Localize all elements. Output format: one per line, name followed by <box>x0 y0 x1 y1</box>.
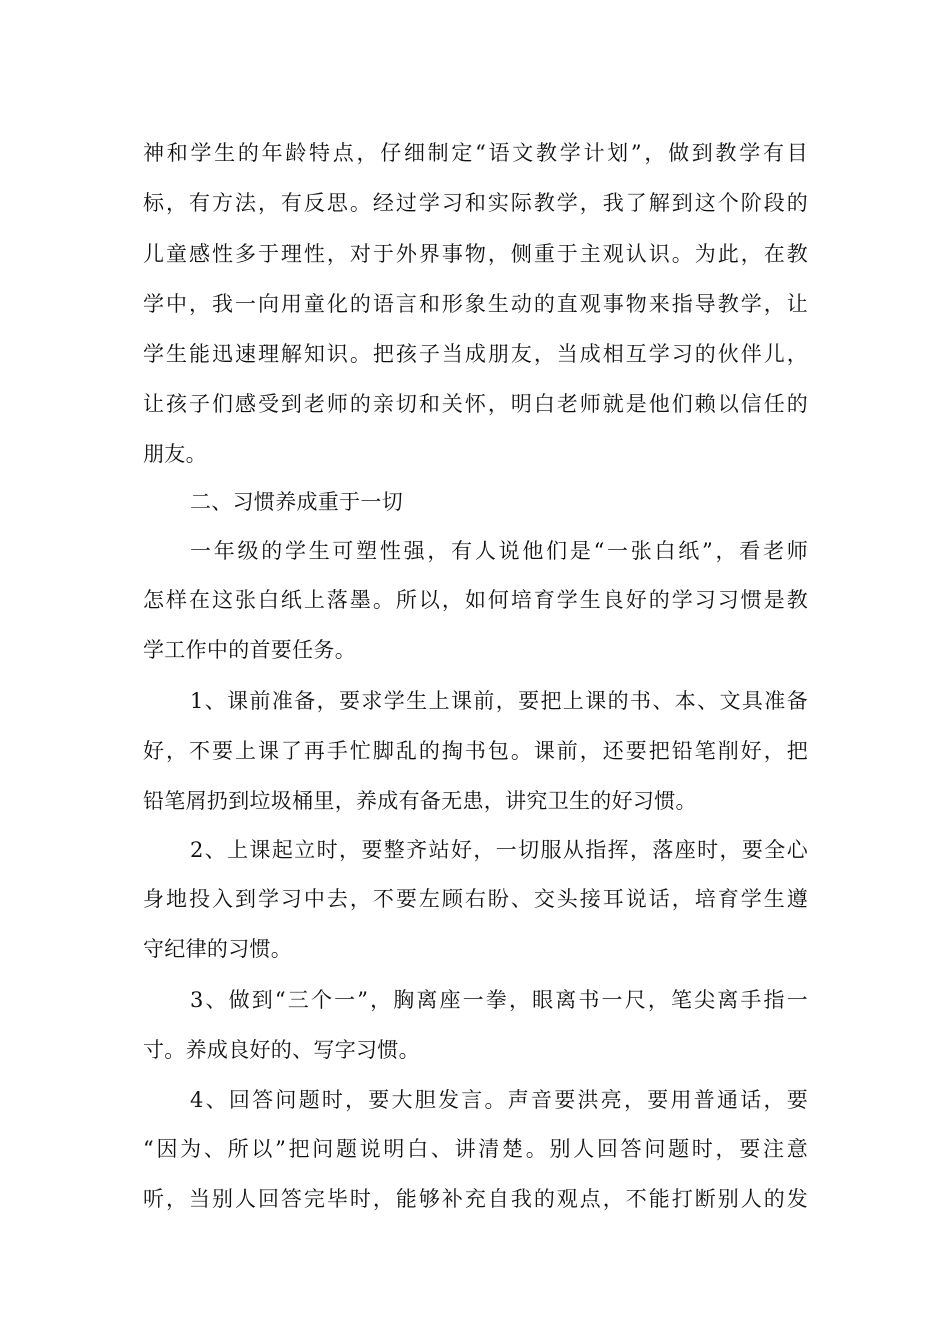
text-line: 儿童感性多于理性，对于外界事物，侧重于主观认识。为此，在教 <box>143 242 808 266</box>
text-line: 身地投入到学习中去，不要左顾右盼、交头接耳说话，培育学生遵 <box>143 887 808 911</box>
text-line: 听，当别人回答完毕时，能够补充自我的观点，不能打断别人的发 <box>143 1187 808 1211</box>
section-heading: 二、习惯养成重于一切 <box>190 490 403 514</box>
text-line: 3、做到“三个一”，胸离座一拳，眼离书一尺，笔尖离手指一 <box>190 988 808 1012</box>
text-line: 寸。养成良好的、写字习惯。 <box>143 1038 420 1062</box>
text-line: 好，不要上课了再手忙脚乱的掏书包。课前，还要把铅笔削好，把 <box>143 739 808 763</box>
text-line: 标，有方法，有反思。经过学习和实际教学，我了解到这个阶段的 <box>143 191 808 215</box>
text-line: 4、回答问题时，要大胆发言。声音要洪亮，要用普通话，要 <box>190 1088 808 1112</box>
text-line: 神和学生的年龄特点，仔细制定“语文教学计划”，做到教学有目 <box>143 141 808 165</box>
text-line: 学中，我一向用童化的语言和形象生动的直观事物来指导教学，让 <box>143 292 808 316</box>
text-line: 铅笔屑扔到垃圾桶里，养成有备无患，讲究卫生的好习惯。 <box>143 789 697 813</box>
text-line: 怎样在这张白纸上落墨。所以，如何培育学生良好的学习习惯是教 <box>143 588 808 612</box>
text-line: 守纪律的习惯。 <box>143 937 293 961</box>
text-line: 让孩子们感受到老师的亲切和关怀，明白老师就是他们赖以信任的 <box>143 392 808 416</box>
text-line: 朋友。 <box>143 442 207 466</box>
text-line: 1、课前准备，要求学生上课前，要把上课的书、本、文具准备 <box>190 689 808 713</box>
text-line: 一年级的学生可塑性强，有人说他们是“一张白纸”，看老师 <box>190 539 808 563</box>
text-line: 2、上课起立时，要整齐站好，一切服从指挥，落座时，要全心 <box>190 838 808 862</box>
text-line: “因为、所以”把问题说明白、讲清楚。别人回答问题时，要注意 <box>143 1137 808 1161</box>
text-line: 学工作中的首要任务。 <box>143 638 356 662</box>
text-line: 学生能迅速理解知识。把孩子当成朋友，当成相互学习的伙伴儿， <box>143 342 808 366</box>
